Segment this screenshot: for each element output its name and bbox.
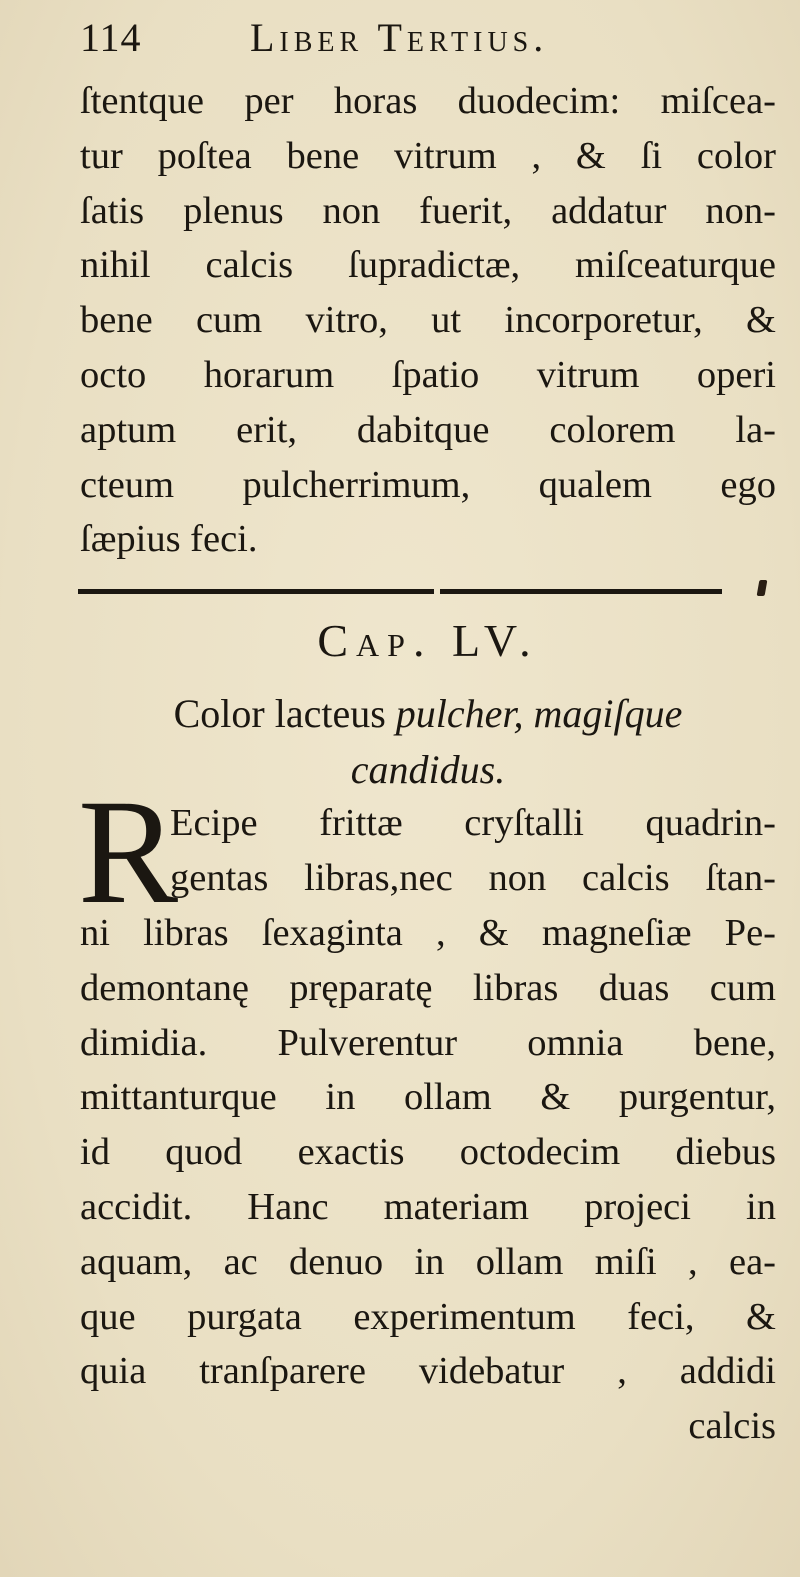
text-line: octo horarum ſpatio vitrum operi [80, 353, 776, 396]
text-line: aptum erit, dabitque colorem la- [80, 408, 776, 451]
text-line: que purgata experimentum feci, & [80, 1295, 776, 1338]
chapter-heading: Cap. LV. [317, 615, 539, 666]
text-line: id quod exactis octodecim diebus [80, 1131, 776, 1174]
text-line: ſtentque per horas duodecim: miſcea- [80, 80, 776, 122]
text-line: gentas libras,nec non calcis ſtan- [170, 856, 776, 899]
text-line: demontanę pręparatę libras duas cum [80, 966, 776, 1009]
text-line: tur poſtea bene vitrum , & ſi color [80, 134, 776, 177]
divider-rule-left [78, 589, 434, 594]
paragraph-opening-lines [170, 796, 776, 906]
running-head [80, 14, 780, 66]
text-line: aquam, ac denuo in ollam miſi , ea- [80, 1240, 776, 1283]
text-line: accidit. Hanc materiam projeci in [80, 1185, 776, 1228]
subtitle-italic-2: candidus. [350, 747, 506, 792]
text-line: nihil calcis ſupradictæ, miſceaturque [80, 244, 776, 287]
text-line: quia tranſparere videbatur , addidi [80, 1350, 776, 1393]
drop-cap: R [78, 769, 179, 935]
divider-rule-right [440, 589, 722, 594]
ink-mark [757, 580, 768, 596]
running-title: Liber Tertius. [250, 15, 549, 60]
text-line: ſæpius feci. [80, 518, 258, 561]
text-line: cteum pulcherrimum, qualem ego [80, 463, 776, 506]
chapter-subtitle [80, 686, 776, 798]
paragraph-continued [80, 74, 776, 567]
section-divider [78, 586, 768, 596]
subtitle-roman: Color lacteus [173, 691, 386, 736]
paragraph-body [80, 906, 776, 1454]
text-line: mittanturque in ollam & purgentur, [80, 1076, 776, 1119]
text-line: ſatis plenus non fuerit, addatur non- [80, 189, 776, 232]
text-line: Ecipe frittæ cryſtalli quadrin- [170, 802, 776, 844]
page-number: 114 [80, 15, 142, 60]
subtitle-italic-1: pulcher, magiſque [395, 691, 683, 736]
text-line: dimidia. Pulverentur omnia bene, [80, 1021, 776, 1064]
catchword: calcis [688, 1405, 776, 1448]
text-line: bene cum vitro, ut incorporetur, & [80, 299, 776, 342]
text-line: ni libras ſexaginta , & magneſiæ Pe- [80, 912, 776, 954]
